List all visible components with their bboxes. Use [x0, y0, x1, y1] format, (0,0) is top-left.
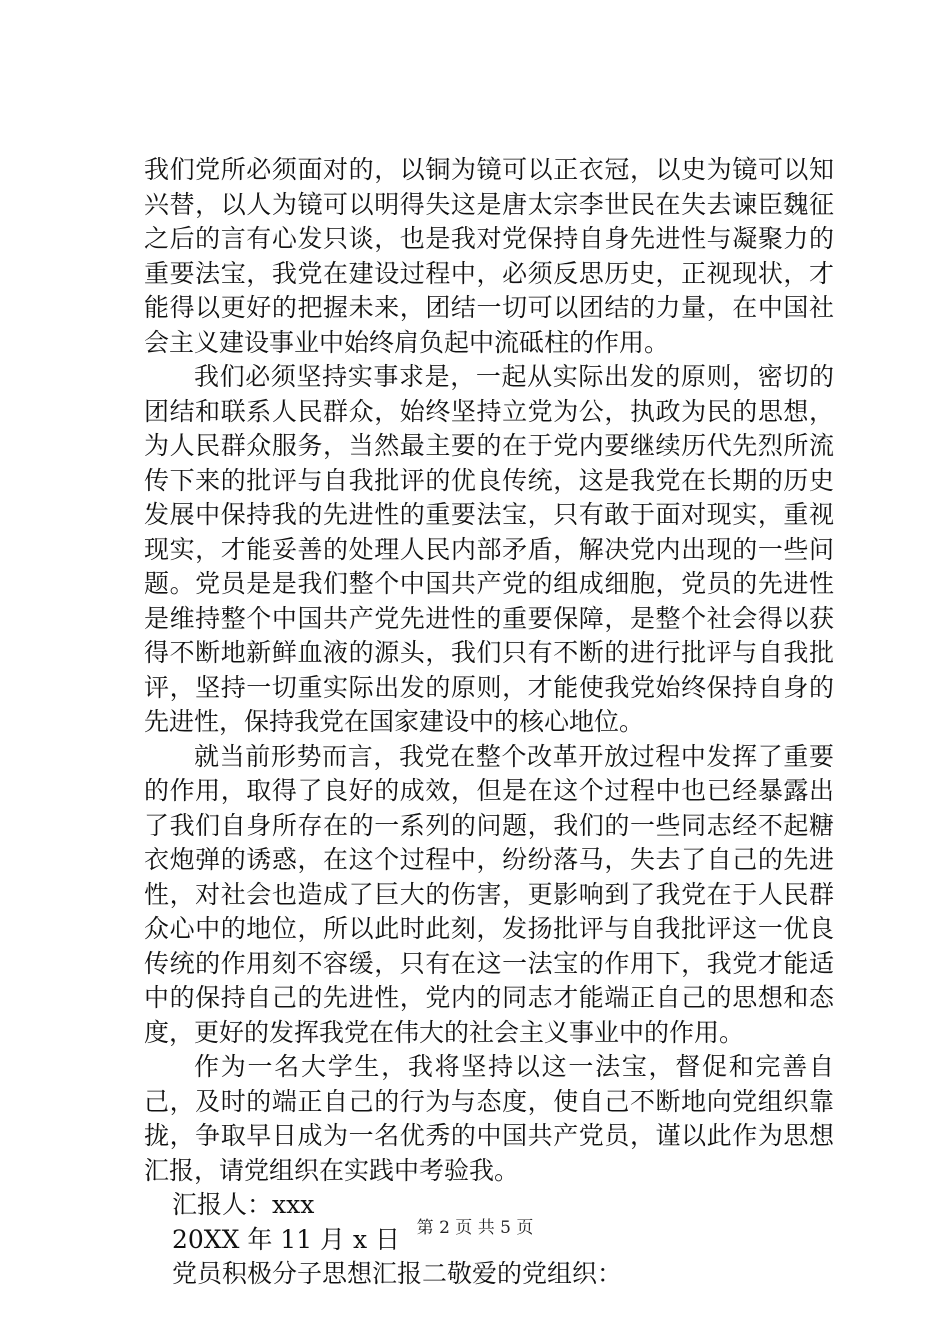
document-body	[144, 153, 834, 1292]
paragraph-1: 我们党所必须面对的，以铜为镜可以正衣冠，以史为镜可以知兴替，以人为镜可以明得失这是唐太宗李世民在失去谏臣魏征之后的言有心发只谈，也是我对党保持自身先进性与凝聚力的重要法宝，我党在建设过程中，必须反思历史，正视现状，才能得以更好的把握未来，团结一切可以团结的力量，在中国社会主义建设事业中始终肩负起中流砥柱的作用。	[144, 155, 834, 357]
next-section-heading: 党员积极分子思想汇报二敬爱的党组织：	[172, 1259, 623, 1288]
reporter-line: 汇报人：xxx	[172, 1190, 315, 1219]
paragraph-4: 作为一名大学生，我将坚持以这一法宝，督促和完善自己，及时的端正自己的行为与态度，使自己不断地向党组织靠拢，争取早日成为一名优秀的中国共产党员，谨以此作为思想汇报，请党组织在实践中考验我。	[144, 1052, 834, 1185]
paragraph-2: 我们必须坚持实事求是，一起从实际出发的原则，密切的团结和联系人民群众，始终坚持立党为公，执政为民的思想，为人民群众服务，当然最主要的在于党内要继续历代先烈所流传下来的批评与自我批评的优良传统，这是我党在长期的历史发展中保持我的先进性的重要法宝，只有敢于面对现实，重视现实，才能妥善的处理人民内部矛盾，解决党内出现的一些问题。党员是是我们整个中国共产党的组成细胞，党员的先进性是维持整个中国共产党先进性的重要保障，是整个社会得以获得不断地新鲜血液的源头，我们只有不断的进行批评与自我批评，坚持一切重实际出发的原则，才能使我党始终保持自身的先进性，保持我党在国家建设中的核心地位。	[144, 362, 834, 736]
paragraph-3: 就当前形势而言，我党在整个改革开放过程中发挥了重要的作用，取得了良好的成效，但是在这个过程中也已经暴露出了我们自身所存在的一系列的问题，我们的一些同志经不起糖衣炮弹的诱惑，在这个过程中，纷纷落马，失去了自己的先进性，对社会也造成了巨大的伤害，更影响到了我党在于人民群众心中的地位，所以此时此刻，发扬批评与自我批评这一优良传统的作用刻不容缓，只有在这一法宝的作用下，我党才能适中的保持自己的先进性，党内的同志才能端正自己的思想和态度，更好的发挥我党在伟大的社会主义事业中的作用。	[144, 741, 834, 1047]
page-footer: 第 2 页 共 5 页	[416, 1218, 534, 1238]
date-line: 20XX 年 11 月 x 日	[172, 1224, 401, 1254]
